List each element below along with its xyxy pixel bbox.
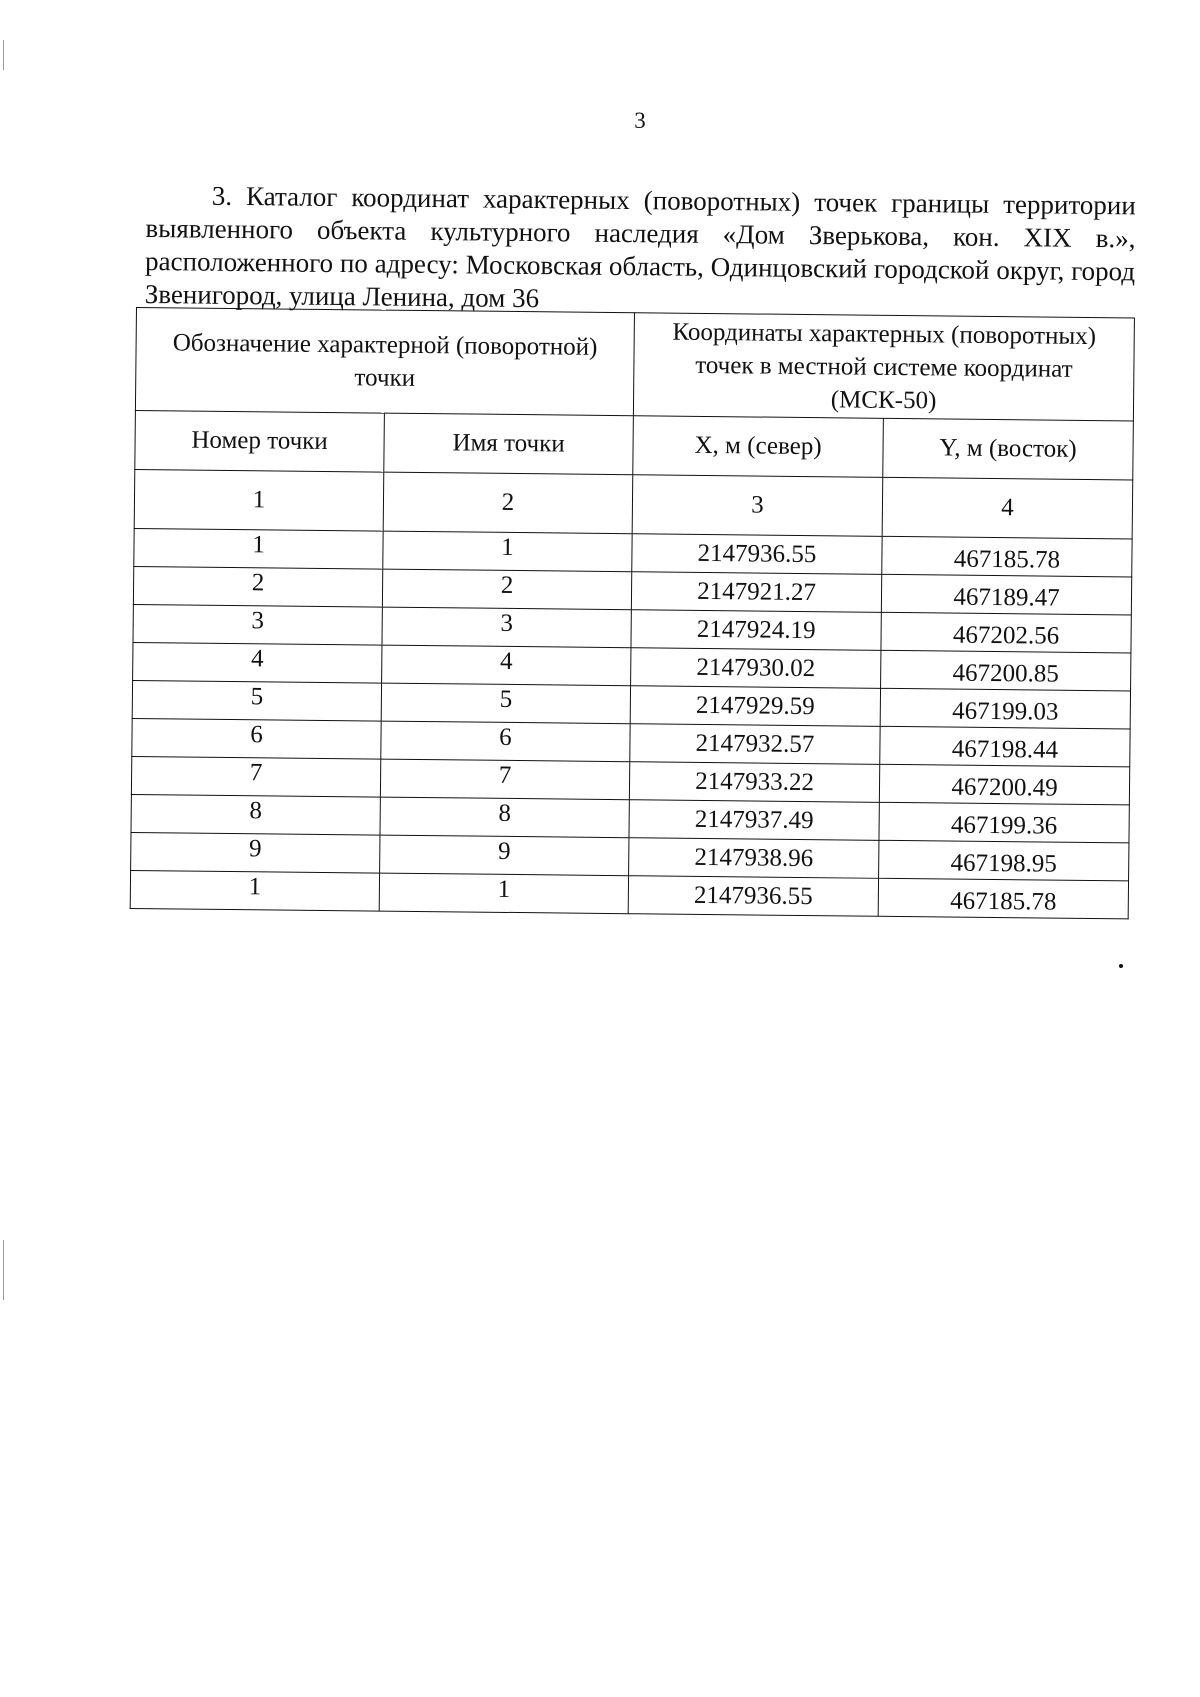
header-x: X, м (север) — [633, 416, 884, 478]
cell-point-number: 1 — [130, 870, 379, 911]
cell-point-number: 5 — [132, 680, 381, 721]
cell-point-number: 2 — [133, 566, 382, 607]
cell-y: 467199.03 — [880, 688, 1130, 729]
header-designation: Обозначение характерной (поворотной) точки — [135, 308, 634, 416]
cell-point-name: 1 — [379, 873, 628, 914]
cell-point-name: 4 — [382, 645, 631, 686]
scan-edge-mark — [3, 40, 4, 70]
cell-x: 2147930.02 — [631, 648, 881, 689]
cell-y: 467199.36 — [879, 802, 1129, 843]
cell-x: 2147938.96 — [629, 838, 879, 879]
column-number: 1 — [134, 469, 384, 531]
cell-point-name: 3 — [382, 607, 631, 648]
cell-x: 2147936.55 — [632, 534, 882, 575]
header-point-number: Номер точки — [135, 410, 385, 472]
catalog-intro-paragraph: 3. Каталог координат характерных (поворотных) точек границы территории выявленного объекта культурного наследия «Дом Зверькова, кон. XIX в.», расположенного по адресу: Московская область, Одинцовский городской округ, город Звенигород, улица Ленина, дом 36 — [144, 180, 1136, 314]
cell-y: 467198.95 — [879, 840, 1129, 881]
coordinates-table — [130, 307, 1135, 919]
cell-y: 467189.47 — [881, 574, 1131, 615]
table-subheader-row — [135, 410, 1134, 479]
cell-x: 2147921.27 — [631, 572, 881, 613]
cell-y: 467200.49 — [879, 764, 1129, 805]
cell-x: 2147933.22 — [629, 762, 879, 803]
header-coordinates: Координаты характерных (поворотных) точек в местной системе координат (МСК-50) — [633, 313, 1134, 421]
cell-point-name: 1 — [383, 531, 632, 572]
cell-y: 467198.44 — [880, 726, 1130, 767]
cell-x: 2147932.57 — [630, 724, 880, 765]
cell-point-number: 4 — [133, 642, 382, 683]
column-number: 3 — [632, 475, 883, 537]
cell-point-number: 1 — [134, 528, 383, 569]
table-header-row — [135, 308, 1134, 421]
page-number: 3 — [634, 108, 646, 133]
cell-x: 2147929.59 — [630, 686, 880, 727]
cell-y: 467202.56 — [881, 612, 1131, 653]
cell-point-name: 7 — [380, 759, 629, 800]
cell-point-number: 7 — [131, 756, 380, 797]
cell-y: 467185.78 — [882, 536, 1132, 577]
cell-point-name: 6 — [381, 721, 630, 762]
coordinates-table-wrapper — [130, 307, 1134, 919]
cell-y: 467185.78 — [878, 878, 1128, 919]
column-number: 4 — [882, 477, 1133, 539]
stray-dot-mark — [1119, 964, 1123, 968]
header-y: Y, м (восток) — [883, 418, 1134, 480]
cell-point-number: 6 — [132, 718, 381, 759]
cell-x: 2147936.55 — [628, 876, 878, 917]
cell-point-name: 2 — [382, 569, 631, 610]
cell-point-name: 9 — [380, 835, 629, 876]
cell-point-name: 8 — [380, 797, 629, 838]
cell-point-number: 9 — [131, 832, 380, 873]
cell-point-number: 8 — [131, 794, 380, 835]
header-point-name: Имя точки — [384, 413, 634, 475]
scan-edge-mark — [3, 1240, 4, 1300]
cell-point-name: 5 — [381, 683, 630, 724]
cell-y: 467200.85 — [881, 650, 1131, 691]
column-number: 2 — [383, 472, 633, 534]
cell-point-number: 3 — [133, 604, 382, 645]
cell-x: 2147937.49 — [629, 800, 879, 841]
column-number-row — [134, 469, 1133, 538]
cell-x: 2147924.19 — [631, 610, 881, 651]
